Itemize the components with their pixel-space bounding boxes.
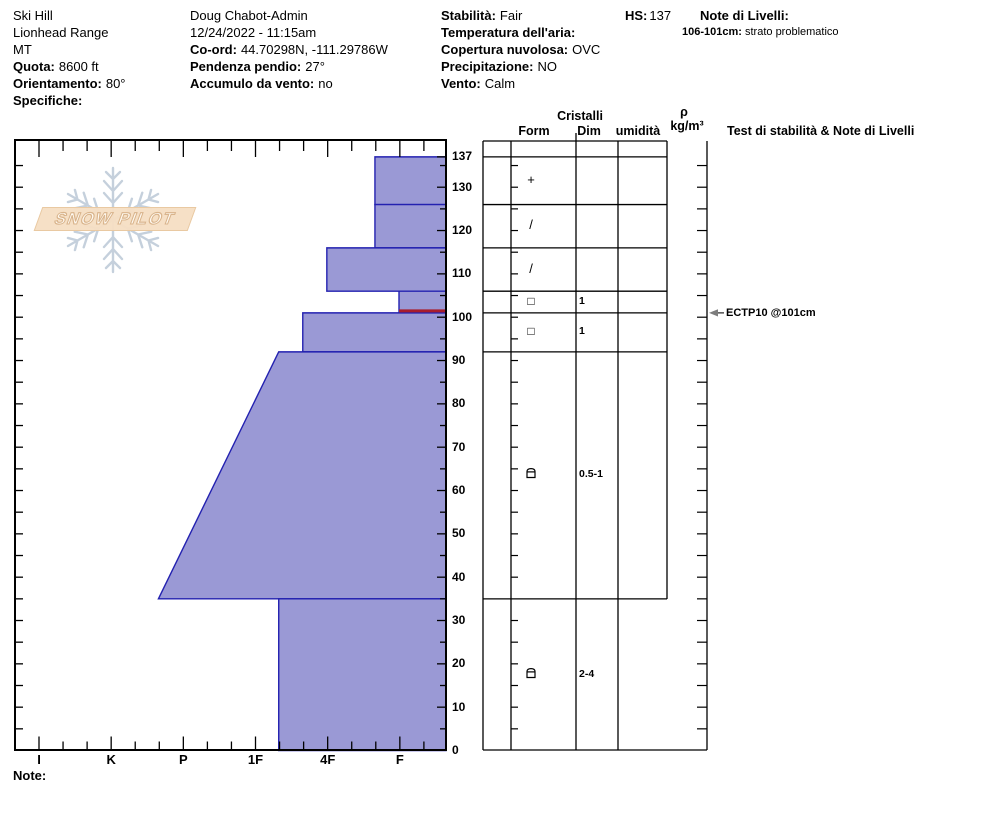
hardness-axis-label: I <box>37 752 41 767</box>
grain-size-value: 1 <box>579 325 585 338</box>
grain-size-value: 1 <box>579 295 585 308</box>
air-temperature: Temperatura dell'aria: <box>441 25 576 40</box>
depth-axis-label: 110 <box>452 266 472 281</box>
depth-axis-label: 120 <box>452 223 473 238</box>
observation-datetime: 12/24/2022 - 11:15am <box>190 25 317 40</box>
table-header-rho: ρ <box>680 105 688 119</box>
grain-form-symbol <box>521 467 541 482</box>
depth-axis-label: 70 <box>452 439 466 454</box>
stability-test-label: ECTP10 @101cm <box>726 306 816 319</box>
grain-form-symbol: / <box>529 260 533 276</box>
depth-axis-label: 50 <box>452 526 466 541</box>
site-state: MT <box>13 42 32 57</box>
precipitation: Precipitazione: NO <box>441 59 557 74</box>
hardness-axis-label: F <box>395 752 404 767</box>
grain-form-symbol: □ <box>527 324 535 339</box>
grain-form-symbol <box>521 667 541 682</box>
coordinates: Co-ord: 44.70298N, -111.29786W <box>190 42 388 57</box>
table-header-dim: Dim <box>577 124 601 138</box>
logo-banner: SNOW PILOT <box>34 207 197 231</box>
site-range: Lionhead Range <box>13 25 109 40</box>
hardness-axis-label: K <box>106 752 116 767</box>
table-header-form: Form <box>518 124 550 138</box>
site-specifics: Specifiche: <box>13 93 83 108</box>
stability: Stabilità: Fair <box>441 8 523 23</box>
hardness-axis-label: P <box>178 752 188 767</box>
depth-axis-label: 130 <box>452 179 473 194</box>
table-header-density-unit: kg/m³ <box>670 119 704 133</box>
site-aspect: Orientamento: 80° <box>13 76 126 91</box>
layer-notes-title: Note di Livelli: <box>700 8 789 23</box>
hardness-axis-label: 4F <box>320 752 336 767</box>
depth-axis-label: 137 <box>452 149 473 164</box>
depth-axis-label: 90 <box>452 353 466 368</box>
site-elevation: Quota: 8600 ft <box>13 59 99 74</box>
grain-form-symbol: + <box>527 171 535 187</box>
depth-axis-label: 40 <box>452 569 466 584</box>
depth-axis-label: 30 <box>452 613 466 627</box>
hardness-axis-label: 1F <box>247 752 264 767</box>
grain-size-value: 2-4 <box>579 667 595 680</box>
depth-axis-label: 0 <box>452 743 459 757</box>
slope-angle: Pendenza pendio: 27° <box>190 59 325 74</box>
wind: Vento: Calm <box>441 76 516 91</box>
table-header-humidity: umidità <box>615 124 661 138</box>
depth-axis-label: 20 <box>452 656 466 671</box>
site-name: Ski Hill <box>13 8 53 23</box>
snow-height: HS: 137 <box>625 8 672 23</box>
depth-axis-label: 60 <box>452 483 466 498</box>
sky-cover: Copertura nuvolosa: OVC <box>441 42 601 57</box>
depth-axis-label: 100 <box>452 309 473 324</box>
grain-size-value: 0.5-1 <box>579 468 603 481</box>
table-header-cristalli: Cristalli <box>557 109 603 123</box>
table-header-tests: Test di stabilità & Note di Livelli <box>727 124 915 138</box>
note-label: Note: <box>13 768 47 783</box>
layer-note: 106-101cm: strato problematico <box>682 26 839 38</box>
wind-loading: Accumulo da vento: no <box>190 76 333 91</box>
grain-form-symbol: □ <box>527 294 535 309</box>
observer-name: Doug Chabot-Admin <box>190 8 308 23</box>
grain-form-symbol: / <box>529 217 533 233</box>
depth-axis-label: 10 <box>452 699 466 714</box>
depth-axis-label: 80 <box>452 396 466 411</box>
